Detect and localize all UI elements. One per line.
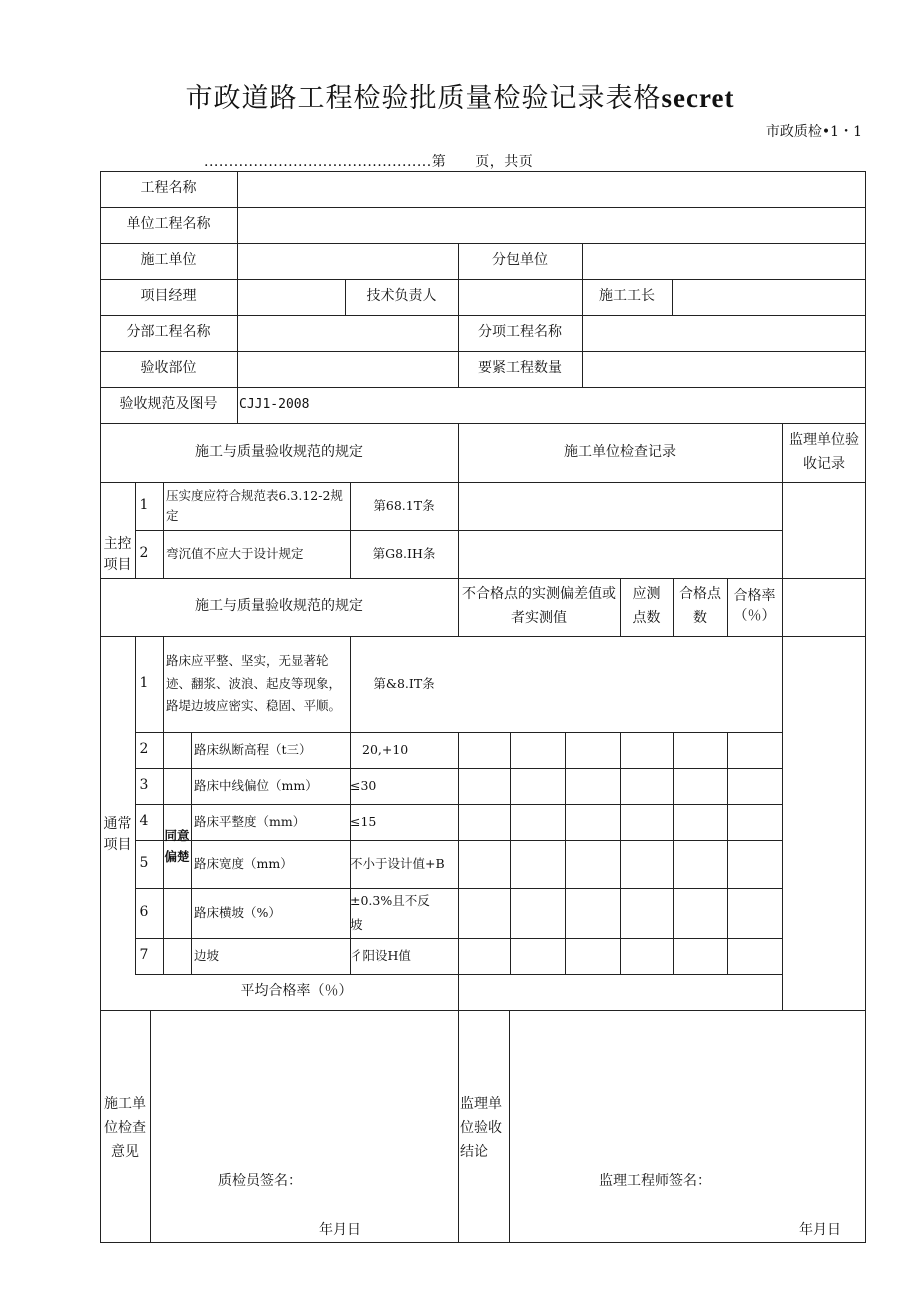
main-item-text: 弯沉值不应大于设计规定 xyxy=(166,546,304,562)
label-subcontractor: 分包单位 xyxy=(492,252,548,269)
avg-pass-rate-label: 平均合格率（％） xyxy=(240,983,353,1000)
main-item-no: 2 xyxy=(139,545,149,562)
general-item-text: 路床中线偏位（mm） xyxy=(194,778,318,794)
general-item-text: 路床宽度（mm） xyxy=(194,856,293,872)
standard-value: CJJ1-2008 xyxy=(239,396,310,412)
spec-title: 施工与质量验收规范的规定 xyxy=(195,443,363,460)
points-measured-title: 应测点数 xyxy=(632,586,661,626)
general-item-text: 路床平整度（mm） xyxy=(194,814,306,830)
label-project-manager: 项目经理 xyxy=(140,288,197,305)
label-acceptance-location: 验收部位 xyxy=(140,360,197,377)
label-project-name: 工程名称 xyxy=(140,180,197,197)
label-contractor: 施工单位 xyxy=(140,252,197,269)
general-item-no: 7 xyxy=(139,947,149,964)
main-item-no: 1 xyxy=(139,497,149,514)
general-item-value: ≤15 xyxy=(350,814,377,830)
label-foreman: 施工工长 xyxy=(599,288,655,305)
points-pass-title: 合格点数 xyxy=(679,586,721,626)
main-control-label: 主控项目 xyxy=(103,536,132,573)
page-count-line: ..............................................第 页，共页 xyxy=(204,154,534,170)
general-item-text: 路床应平整、坚实，无显著轮迹、翻浆、波浪、起皮等现象，路堤边坡应密实、稳固、平顺。 xyxy=(166,653,342,714)
deviation-label: 同意偏楚 xyxy=(164,827,190,864)
general-item-no: 3 xyxy=(139,777,149,794)
pass-rate-title: 合格率（％） xyxy=(733,588,776,624)
spec-title: 施工与质量验收规范的规定 xyxy=(195,598,363,615)
general-item-value: 彳阳设H值 xyxy=(350,948,411,964)
form-title-suffix: secret xyxy=(661,83,735,113)
main-item-ref: 第G8.IH条 xyxy=(372,546,436,562)
main-item-text: 压实度应符合规范表6.3.12-2规定 xyxy=(166,488,343,523)
label-standard: 验收规范及图号 xyxy=(119,396,218,413)
general-item-value: ≤30 xyxy=(350,778,377,794)
main-item-ref: 第68.1T条 xyxy=(373,498,435,514)
label-subitem-name: 分项工程名称 xyxy=(478,324,562,341)
general-item-no: 5 xyxy=(139,855,149,872)
engineer-signature-label: 监理工程师签名： xyxy=(599,1173,711,1190)
inspector-signature-label: 质检员签名： xyxy=(218,1173,302,1190)
supervisor-record-title: 监理单位验收记录 xyxy=(789,431,859,472)
general-item-text: 路床横坡（%） xyxy=(194,905,281,921)
general-item-no: 6 xyxy=(139,904,149,921)
general-item-text: 边坡 xyxy=(194,948,220,964)
general-item-no: 4 xyxy=(139,813,149,830)
general-item-value: 20,+10 xyxy=(362,742,409,758)
general-label: 通常项目 xyxy=(103,816,132,853)
general-item-no: 1 xyxy=(139,675,149,692)
date-right: 年月日 xyxy=(799,1222,841,1239)
form-title-main: 市政道路工程检验批质量检验记录表格 xyxy=(185,83,662,114)
contractor-opinion-label: 施工单位检查意见 xyxy=(104,1096,146,1160)
contractor-record-title: 施工单位检查记录 xyxy=(564,443,676,460)
label-division-name: 分部工程名称 xyxy=(126,324,211,341)
general-item-value: 不小于设计值+B xyxy=(350,855,445,871)
form-title xyxy=(0,76,920,115)
supervisor-conclusion-label: 监理单位验收结论 xyxy=(460,1096,502,1160)
general-item-text: 路床纵断高程（t三） xyxy=(194,742,312,758)
nonconform-title: 不合格点的实测偏差值或者实测值 xyxy=(462,586,616,626)
form-number: 市政质检•1・1 xyxy=(765,124,862,140)
label-key-quantity: 要紧工程数量 xyxy=(478,360,562,377)
label-technical-lead: 技术负责人 xyxy=(366,288,437,305)
label-unit-project-name: 单位工程名称 xyxy=(126,216,211,233)
date-left: 年月日 xyxy=(319,1222,361,1239)
general-item-ref: 第&8.IT条 xyxy=(373,676,435,692)
general-item-value: ±0.3%且不反坡 xyxy=(350,893,430,932)
general-item-no: 2 xyxy=(139,741,149,758)
